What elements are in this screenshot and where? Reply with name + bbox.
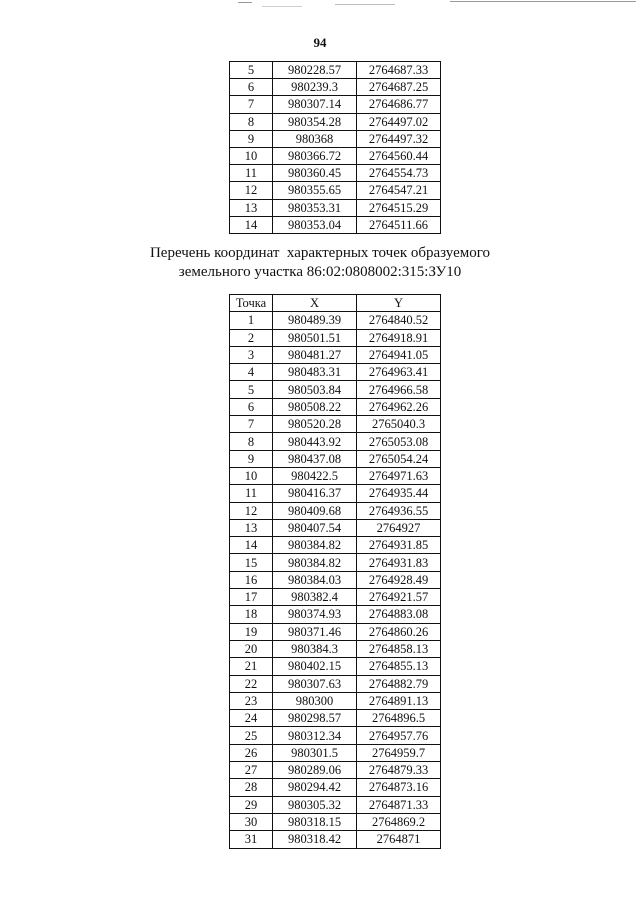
table-row <box>230 692 441 709</box>
point-cell: 1 <box>230 312 273 329</box>
y-cell: 2764560.44 <box>357 147 441 164</box>
section-title-line-2: земельного участка 86:02:0808002:315:ЗУ10 <box>178 264 462 280</box>
y-cell: 2765054.24 <box>357 450 441 467</box>
y-cell: 2764871 <box>357 831 441 848</box>
y-cell: 2764936.55 <box>357 502 441 519</box>
x-cell: 980294.42 <box>273 779 357 796</box>
table-row <box>230 182 441 199</box>
x-cell: 980520.28 <box>273 416 357 433</box>
y-cell: 2764921.57 <box>357 589 441 606</box>
point-cell: 25 <box>230 727 273 744</box>
table-row <box>230 485 441 502</box>
x-cell: 980307.14 <box>273 96 357 113</box>
point-cell: 10 <box>230 147 273 164</box>
y-cell: 2764855.13 <box>357 658 441 675</box>
point-cell: 5 <box>230 62 273 79</box>
point-cell: 20 <box>230 640 273 657</box>
table-row <box>230 623 441 640</box>
point-cell: 18 <box>230 606 273 623</box>
section-title-line-1: Перечень координат характерных точек образуемого <box>149 245 491 261</box>
x-cell: 980481.27 <box>273 346 357 363</box>
y-cell: 2764959.7 <box>357 744 441 761</box>
x-cell: 980355.65 <box>273 182 357 199</box>
main-coordinates-table <box>229 294 441 849</box>
x-cell: 980416.37 <box>273 485 357 502</box>
point-cell: 21 <box>230 658 273 675</box>
x-cell: 980489.39 <box>273 312 357 329</box>
point-cell: 7 <box>230 96 273 113</box>
point-cell: 28 <box>230 779 273 796</box>
table-row <box>230 450 441 467</box>
y-cell: 2764971.63 <box>357 467 441 484</box>
main-table-header <box>230 295 441 312</box>
x-cell: 980301.5 <box>273 744 357 761</box>
table-row <box>230 79 441 96</box>
main-table-body <box>230 312 441 848</box>
table-row <box>230 727 441 744</box>
y-cell: 2764497.02 <box>357 113 441 130</box>
x-cell: 980409.68 <box>273 502 357 519</box>
y-cell: 2764935.44 <box>357 485 441 502</box>
point-cell: 16 <box>230 571 273 588</box>
table-row <box>230 554 441 571</box>
scan-artifact <box>238 2 252 3</box>
point-cell: 6 <box>230 79 273 96</box>
x-cell: 980382.4 <box>273 589 357 606</box>
point-cell: 3 <box>230 346 273 363</box>
point-cell: 13 <box>230 519 273 536</box>
x-cell: 980368 <box>273 130 357 147</box>
table-row <box>230 796 441 813</box>
y-cell: 2764931.85 <box>357 537 441 554</box>
point-cell: 30 <box>230 813 273 830</box>
y-cell: 2764891.13 <box>357 692 441 709</box>
y-cell: 2764871.33 <box>357 796 441 813</box>
point-cell: 8 <box>230 433 273 450</box>
table-row <box>230 537 441 554</box>
table-row <box>230 640 441 657</box>
x-cell: 980503.84 <box>273 381 357 398</box>
point-cell: 29 <box>230 796 273 813</box>
table-row <box>230 113 441 130</box>
x-cell: 980437.08 <box>273 450 357 467</box>
table-row <box>230 329 441 346</box>
y-cell: 2764687.25 <box>357 79 441 96</box>
table-row <box>230 312 441 329</box>
x-cell: 980312.34 <box>273 727 357 744</box>
y-cell: 2764869.2 <box>357 813 441 830</box>
y-cell: 2765040.3 <box>357 416 441 433</box>
x-cell: 980508.22 <box>273 398 357 415</box>
x-cell: 980366.72 <box>273 147 357 164</box>
point-cell: 22 <box>230 675 273 692</box>
point-cell: 10 <box>230 467 273 484</box>
point-cell: 5 <box>230 381 273 398</box>
table-row <box>230 62 441 79</box>
table-row <box>230 589 441 606</box>
y-cell: 2764941.05 <box>357 346 441 363</box>
y-cell: 2764515.29 <box>357 199 441 216</box>
point-cell: 11 <box>230 485 273 502</box>
table-row <box>230 658 441 675</box>
point-cell: 9 <box>230 130 273 147</box>
x-cell: 980371.46 <box>273 623 357 640</box>
x-cell: 980354.28 <box>273 113 357 130</box>
y-cell: 2764686.77 <box>357 96 441 113</box>
point-cell: 12 <box>230 502 273 519</box>
point-cell: 14 <box>230 216 273 233</box>
x-cell: 980318.15 <box>273 813 357 830</box>
y-cell: 2764882.79 <box>357 675 441 692</box>
scan-artifact <box>450 1 636 2</box>
x-cell: 980384.03 <box>273 571 357 588</box>
table-row <box>230 96 441 113</box>
table-row <box>230 762 441 779</box>
y-cell: 2764896.5 <box>357 710 441 727</box>
scan-artifact <box>335 4 395 5</box>
point-cell: 27 <box>230 762 273 779</box>
y-cell: 2764957.76 <box>357 727 441 744</box>
point-cell: 7 <box>230 416 273 433</box>
y-cell: 2764858.13 <box>357 640 441 657</box>
point-cell: 12 <box>230 182 273 199</box>
x-cell: 980501.51 <box>273 329 357 346</box>
table-row <box>230 364 441 381</box>
x-cell: 980353.04 <box>273 216 357 233</box>
table-row <box>230 416 441 433</box>
point-cell: 9 <box>230 450 273 467</box>
x-cell: 980298.57 <box>273 710 357 727</box>
x-cell: 980384.82 <box>273 554 357 571</box>
point-cell: 13 <box>230 199 273 216</box>
y-cell: 2764860.26 <box>357 623 441 640</box>
point-cell: 24 <box>230 710 273 727</box>
x-cell: 980318.42 <box>273 831 357 848</box>
header-row <box>230 295 441 312</box>
table-row <box>230 831 441 848</box>
table-row <box>230 675 441 692</box>
point-cell: 6 <box>230 398 273 415</box>
table-row <box>230 398 441 415</box>
table-row <box>230 130 441 147</box>
y-cell: 2764918.91 <box>357 329 441 346</box>
point-cell: 17 <box>230 589 273 606</box>
y-cell: 2765053.08 <box>357 433 441 450</box>
y-cell: 2764873.16 <box>357 779 441 796</box>
point-cell: 8 <box>230 113 273 130</box>
y-cell: 2764879.33 <box>357 762 441 779</box>
y-cell: 2764928.49 <box>357 571 441 588</box>
table-row <box>230 165 441 182</box>
table-row <box>230 571 441 588</box>
section-title <box>0 244 640 282</box>
point-cell: 2 <box>230 329 273 346</box>
x-cell: 980384.3 <box>273 640 357 657</box>
x-cell: 980422.5 <box>273 467 357 484</box>
y-cell: 2764883.08 <box>357 606 441 623</box>
y-cell: 2764840.52 <box>357 312 441 329</box>
x-cell: 980402.15 <box>273 658 357 675</box>
x-cell: 980483.31 <box>273 364 357 381</box>
table-row <box>230 147 441 164</box>
x-cell: 980300 <box>273 692 357 709</box>
point-cell: 23 <box>230 692 273 709</box>
point-cell: 11 <box>230 165 273 182</box>
table-row <box>230 779 441 796</box>
x-cell: 980443.92 <box>273 433 357 450</box>
x-cell: 980374.93 <box>273 606 357 623</box>
point-cell: 19 <box>230 623 273 640</box>
header-x: X <box>273 295 357 312</box>
table-row <box>230 744 441 761</box>
table-row <box>230 502 441 519</box>
table-row <box>230 467 441 484</box>
y-cell: 2764687.33 <box>357 62 441 79</box>
x-cell: 980305.32 <box>273 796 357 813</box>
header-point: Точка <box>230 295 273 312</box>
table-row <box>230 381 441 398</box>
table-row <box>230 199 441 216</box>
y-cell: 2764554.73 <box>357 165 441 182</box>
x-cell: 980239.3 <box>273 79 357 96</box>
y-cell: 2764962.26 <box>357 398 441 415</box>
table-row <box>230 606 441 623</box>
table-row <box>230 433 441 450</box>
point-cell: 14 <box>230 537 273 554</box>
x-cell: 980228.57 <box>273 62 357 79</box>
table-row <box>230 813 441 830</box>
table-row <box>230 519 441 536</box>
point-cell: 26 <box>230 744 273 761</box>
x-cell: 980407.54 <box>273 519 357 536</box>
x-cell: 980353.31 <box>273 199 357 216</box>
table-row <box>230 346 441 363</box>
x-cell: 980384.82 <box>273 537 357 554</box>
table-row <box>230 710 441 727</box>
point-cell: 31 <box>230 831 273 848</box>
y-cell: 2764931.83 <box>357 554 441 571</box>
y-cell: 2764927 <box>357 519 441 536</box>
x-cell: 980360.45 <box>273 165 357 182</box>
y-cell: 2764547.21 <box>357 182 441 199</box>
y-cell: 2764497.32 <box>357 130 441 147</box>
point-cell: 15 <box>230 554 273 571</box>
top-table-body <box>230 62 441 234</box>
y-cell: 2764963.41 <box>357 364 441 381</box>
y-cell: 2764966.58 <box>357 381 441 398</box>
scan-artifact <box>262 6 302 7</box>
y-cell: 2764511.66 <box>357 216 441 233</box>
point-cell: 4 <box>230 364 273 381</box>
x-cell: 980307.63 <box>273 675 357 692</box>
header-y: Y <box>357 295 441 312</box>
table-row <box>230 216 441 233</box>
top-coordinates-table <box>229 61 441 234</box>
x-cell: 980289.06 <box>273 762 357 779</box>
page-number: 94 <box>313 35 327 50</box>
